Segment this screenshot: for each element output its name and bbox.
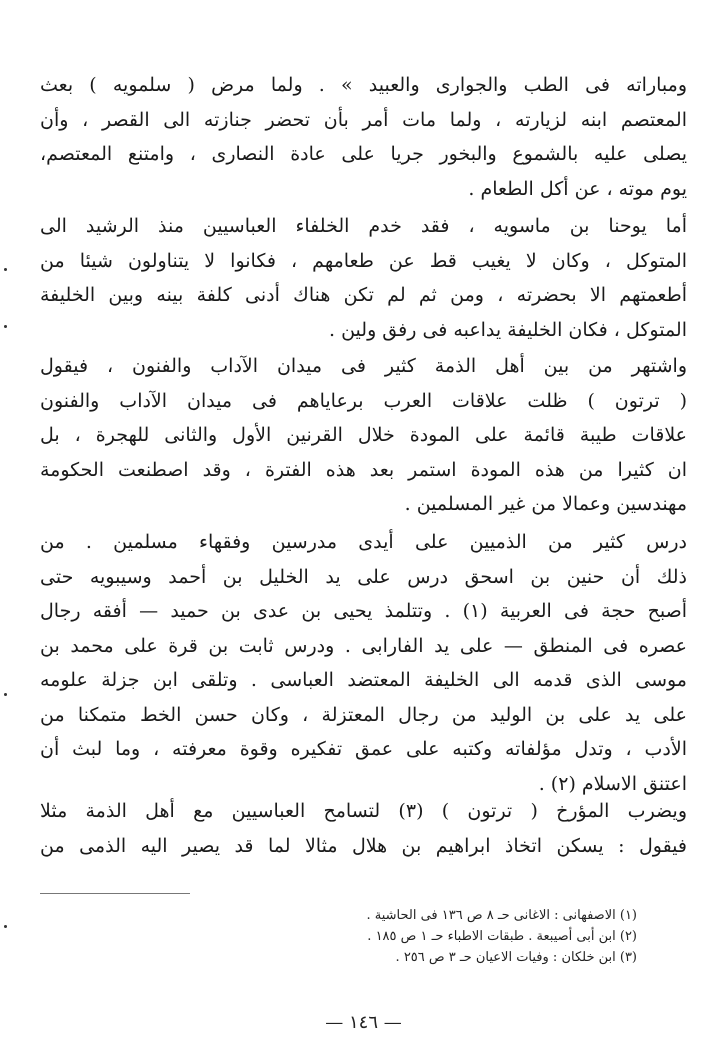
footnote-separator <box>40 893 190 894</box>
paragraph-1 <box>40 68 687 206</box>
paragraph-2 <box>40 209 687 347</box>
paragraph-4 <box>40 525 687 801</box>
paragraph-line: اعتنق الاسلام (٢) . <box>538 772 687 795</box>
scan-margin-mark <box>4 925 7 928</box>
paragraph-line: ويضرب المؤرخ ( ترتون ) (٣) لتسامح العباسيين مع أهل الذمة مثلا <box>40 800 687 822</box>
paragraph-line: واشتهر من بين أهل الذمة كثير فى ميدان الآداب والفنون ، فيقول <box>40 355 687 377</box>
paragraph-line: يوم موته ، عن أكل الطعام . <box>468 177 687 200</box>
footnote-2: (٢) ابن أبى أصيبعة . طبقات الاطباء حـ ١ ص ١٨٥ . <box>367 929 637 944</box>
paragraph-line: المتوكل ، وكان لا يغيب قط عن طعامهم ، فكانوا لا يتناولون شيئا من <box>40 249 687 272</box>
footnote-1: (١) الاصفهانى : الاغانى حـ ٨ ص ١٣٦ فى الحاشية . <box>366 908 637 923</box>
paragraph-line: أصبح حجة فى العربية (١) . وتتلمذ يحيى بن عدى بن حميد — أفقه رجال <box>40 600 687 622</box>
paragraph-line: عصره فى المنطق — على يد الفارابى . ودرس ثابت بن قرة على محمد بن <box>40 634 687 657</box>
paragraph-line: المتوكل ، فكان الخليفة يداعبه فى رفق ولين . <box>329 318 687 341</box>
paragraph-line: المعتصم ابنه لزيارته ، ولما مات أمر بأن تحضر جنازته الى القصر ، وأن <box>40 108 687 131</box>
paragraph-line: ( ترتون ) ظلت علاقات العرب برعاياهم فى ميدان الآداب والفنون <box>40 389 687 412</box>
paragraph-line: مهندسين وعمالا من غير المسلمين . <box>404 493 687 515</box>
scan-margin-mark <box>4 693 7 696</box>
footnotes <box>40 905 637 968</box>
paragraph-line: يصلى عليه بالشموع والبخور جريا على عادة النصارى ، وامتنع المعتصم، <box>40 143 687 165</box>
paragraph-line: درس كثير من الذميين على أيدى مدرسين وفقهاء مسلمين . من <box>40 531 687 553</box>
page-number: — ١٤٦ — <box>325 1012 402 1033</box>
footnote-3: (٣) ابن خلكان : وفيات الاعيان حـ ٣ ص ٢٥٦ . <box>395 950 637 965</box>
paragraph-line: ذلك أن حنين بن اسحق درس على يد الخليل بن أحمد وسيبويه حتى <box>40 565 687 588</box>
scan-margin-mark <box>4 325 7 328</box>
paragraph-line: موسى الذى قدمه الى الخليفة المعتضد العباسى . وتلقى ابن جزلة علومه <box>40 669 687 691</box>
scan-margin-mark <box>4 268 7 271</box>
paragraph-line: على يد على بن الوليد من رجال المعتزلة ، وكان حسن الخط متمكنا من <box>40 703 687 726</box>
paragraph-line: الأدب ، وتدل مؤلفاته وكتبه على عمق تفكيره وقوة معرفته ، وما لبث أن <box>40 738 687 760</box>
paragraph-3 <box>40 349 687 522</box>
paragraph-5 <box>40 794 687 863</box>
paragraph-line: ان كثيرا من هذه المودة استمر بعد هذه الفترة ، وقد اصطنعت الحكومة <box>40 458 687 481</box>
paragraph-line: أطعمتهم الا بحضرته ، ومن ثم لم تكن هناك أدنى كلفة بينه وبين الخليفة <box>40 284 687 306</box>
paragraph-line: ومباراته فى الطب والجوارى والعبيد » . ولما مرض ( سلمويه ) بعث <box>40 74 687 96</box>
paragraph-line: أما يوحنا بن ماسويه ، فقد خدم الخلفاء العباسيين منذ الرشيد الى <box>40 215 687 237</box>
paragraph-line: فيقول : يسكن اتخاذ ابراهيم بن هلال مثالا لما قد يصير اليه الذمى من <box>40 834 687 857</box>
paragraph-line: علاقات طيبة قائمة على المودة خلال القرنين الأول والثانى للهجرة ، بل <box>40 424 687 446</box>
